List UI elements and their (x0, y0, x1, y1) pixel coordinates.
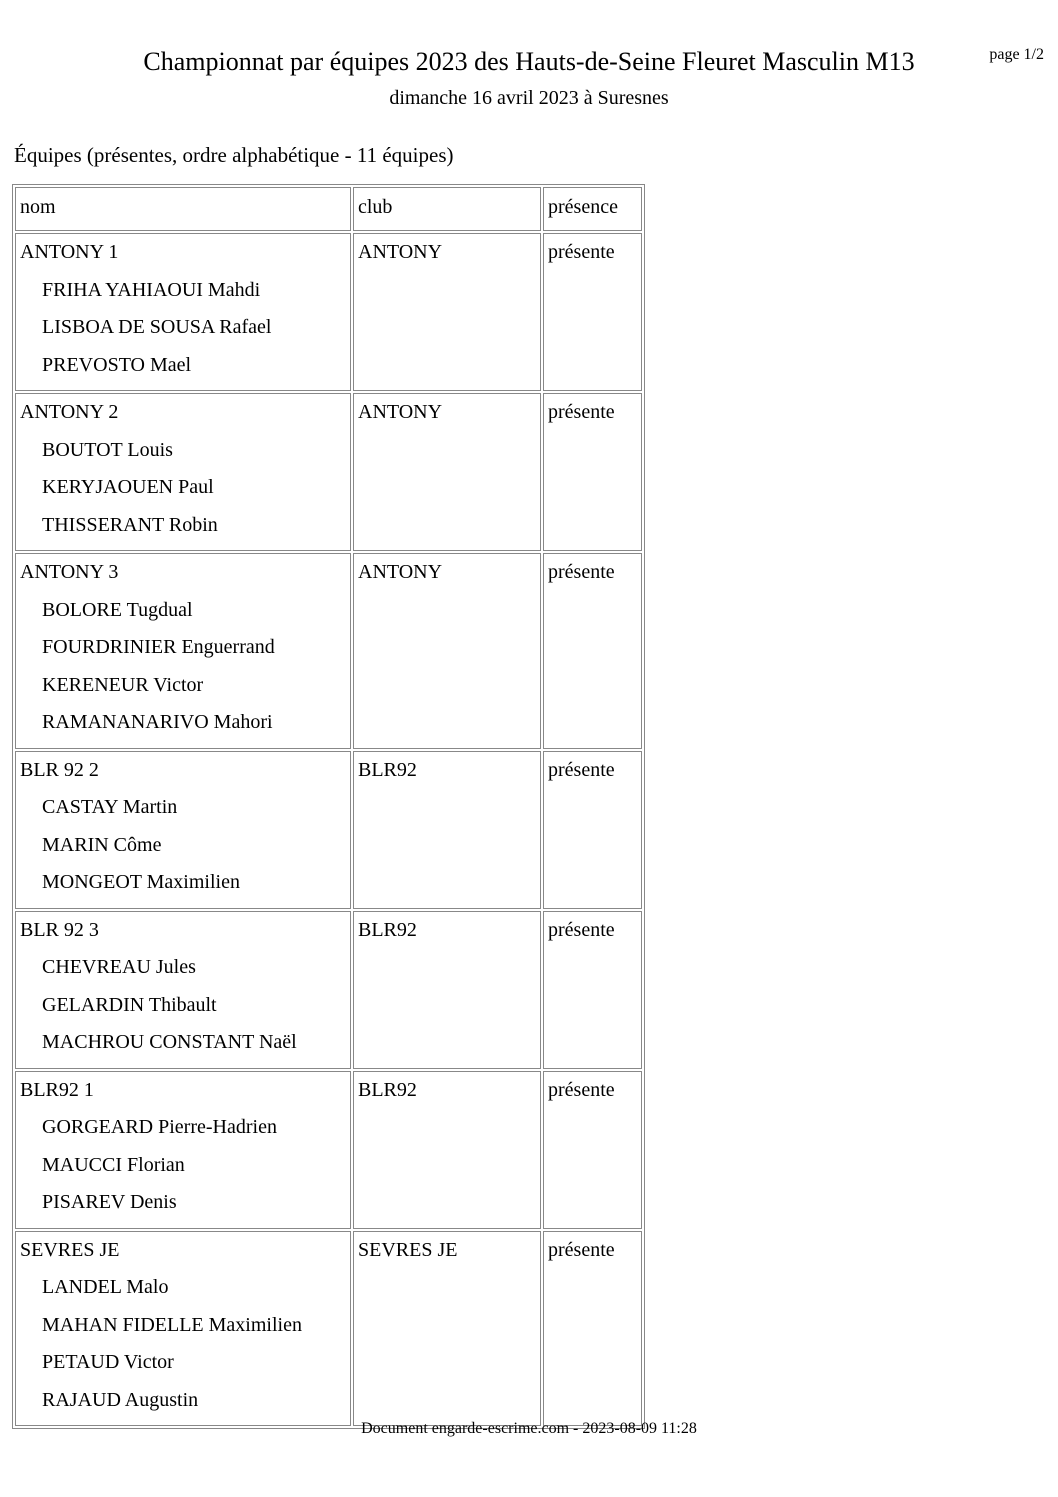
presence-status: présente (548, 241, 615, 263)
table-row (15, 553, 642, 749)
team-member: CASTAY Martin (42, 796, 178, 818)
table-row (15, 1071, 642, 1229)
table-header-row (15, 187, 642, 231)
team-cell (15, 911, 351, 1069)
presence-status: présente (548, 758, 615, 781)
document-title: Championnat par équipes 2023 des Hauts-de-Seine Fleuret Masculin M13 (143, 47, 915, 76)
presence-status: présente (548, 1078, 615, 1101)
teams-table-body (15, 187, 642, 1426)
presence-status: présente (548, 918, 615, 941)
team-cell (15, 553, 351, 749)
team-name: BLR92 1 (20, 1078, 94, 1101)
team-member: MACHROU CONSTANT Naël (42, 1031, 297, 1053)
document-subtitle: dimanche 16 avril 2023 à Suresnes (389, 87, 669, 109)
team-member: RAJAUD Augustin (42, 1388, 199, 1411)
team-cell (15, 1071, 351, 1229)
club-name: SEVRES JE (358, 1238, 458, 1261)
page-number: page 1/2 (989, 46, 1044, 63)
club-name: ANTONY (358, 401, 443, 423)
team-name: ANTONY 1 (20, 241, 119, 263)
team-name: SEVRES JE (20, 1238, 120, 1261)
team-member: KERENEUR Victor (42, 673, 204, 696)
team-name: ANTONY 2 (20, 401, 119, 423)
presence-cell (543, 393, 642, 551)
club-cell (353, 553, 541, 749)
team-member: BOUTOT Louis (42, 438, 173, 461)
presence-cell (543, 751, 642, 909)
club-name: BLR92 (358, 1078, 417, 1101)
team-cell (15, 1231, 351, 1427)
team-member: BOLORE Tugdual (42, 598, 193, 621)
team-member: PETAUD Victor (42, 1351, 174, 1373)
team-member: GORGEARD Pierre-Hadrien (42, 1116, 277, 1138)
team-member: KERYJAOUEN Paul (42, 476, 214, 498)
club-cell (353, 233, 541, 391)
column-header-club: club (353, 187, 541, 231)
club-name: BLR92 (358, 918, 417, 941)
club-name: ANTONY (358, 241, 443, 263)
table-row (15, 1231, 642, 1427)
team-name: BLR 92 2 (20, 758, 99, 781)
team-member: LANDEL Malo (42, 1276, 169, 1298)
presence-cell (543, 1071, 642, 1229)
team-member: RAMANANARIVO Mahori (42, 711, 273, 733)
club-cell (353, 911, 541, 1069)
table-row (15, 751, 642, 909)
team-name: BLR 92 3 (20, 918, 99, 941)
presence-status: présente (548, 561, 615, 583)
team-member: PISAREV Denis (42, 1191, 177, 1213)
section-title: Équipes (présentes, ordre alphabétique - 11 équipes) (14, 143, 454, 167)
presence-status: présente (548, 1238, 615, 1261)
club-name: ANTONY (358, 561, 443, 583)
team-member: MARIN Côme (42, 833, 162, 856)
column-header-presence: présence (543, 187, 642, 231)
club-cell (353, 751, 541, 909)
teams-table (12, 184, 645, 1429)
team-member: FRIHA YAHIAOUI Mahdi (42, 278, 261, 301)
team-member: FOURDRINIER Enguerrand (42, 636, 275, 658)
presence-cell (543, 911, 642, 1069)
team-cell (15, 233, 351, 391)
presence-cell (543, 233, 642, 391)
team-member: CHEVREAU Jules (42, 956, 196, 978)
club-cell (353, 1071, 541, 1229)
column-header-nom: nom (15, 187, 351, 231)
team-member: THISSERANT Robin (42, 513, 218, 536)
team-member: MONGEOT Maximilien (42, 871, 240, 893)
team-cell (15, 751, 351, 909)
team-member: GELARDIN Thibault (42, 993, 217, 1016)
document-footer: Document engarde-escrime.com - 2023-08-09 11:28 (361, 1420, 697, 1437)
table-row (15, 393, 642, 551)
table-row (15, 911, 642, 1069)
club-cell (353, 1231, 541, 1427)
table-row (15, 233, 642, 391)
presence-cell (543, 1231, 642, 1427)
team-member: PREVOSTO Mael (42, 353, 192, 376)
team-cell (15, 393, 351, 551)
club-name: BLR92 (358, 758, 417, 781)
team-member: MAUCCI Florian (42, 1153, 185, 1176)
presence-cell (543, 553, 642, 749)
team-name: ANTONY 3 (20, 561, 119, 583)
club-cell (353, 393, 541, 551)
team-member: MAHAN FIDELLE Maximilien (42, 1313, 302, 1336)
team-member: LISBOA DE SOUSA Rafael (42, 316, 272, 338)
presence-status: présente (548, 401, 615, 423)
